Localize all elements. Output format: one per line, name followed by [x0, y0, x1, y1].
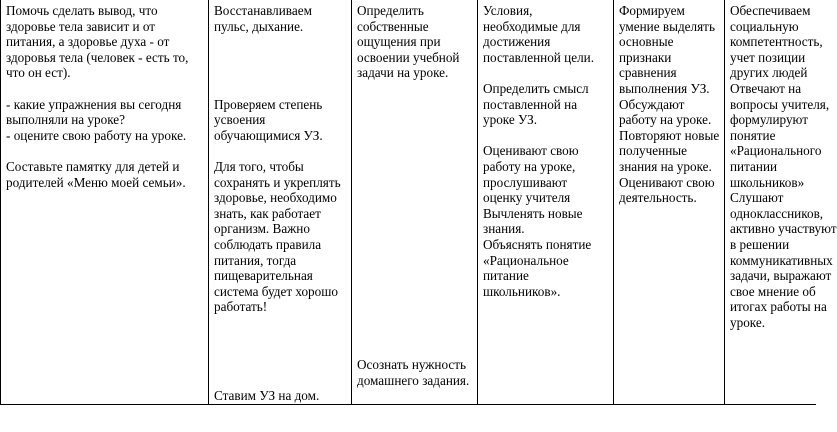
table-cell-text: - оцените свою работу на уроке.	[6, 127, 187, 143]
table-cell-text: поставленной на	[483, 96, 578, 112]
table-cell-text: деятельность.	[619, 190, 697, 206]
table-cell-text: активно участвуют	[730, 221, 837, 237]
table-cell-text: Ставим УЗ на дом.	[214, 388, 320, 403]
table-cell-text: работать!	[214, 299, 268, 315]
table-cell-text: оценку учителя	[483, 190, 571, 206]
table-cell-text: выполняли на уроке?	[6, 112, 125, 128]
table-cell-text: соблюдать правила	[214, 237, 322, 252]
table-cell-text: социальную	[730, 18, 799, 34]
table-cell-text: умение выделять	[619, 18, 715, 34]
table-cell-text: необходимые для	[483, 18, 581, 34]
table-cell-text: «Рациональное	[483, 252, 569, 268]
table-cell-text: поставленной цели.	[483, 49, 595, 65]
table-cell-text: Оценивают свою	[619, 174, 715, 190]
table-border-bottom	[0, 404, 816, 405]
table-cell-text: Помочь сделать вывод, что	[6, 3, 158, 18]
table-cell-text: здоровья тела (человек - есть то,	[6, 49, 189, 65]
table-cell-text: знать, как работает	[214, 205, 321, 221]
table-cell-text: вопросы учителя,	[730, 96, 830, 112]
table-cell-text: питания, а здоровье духа - от	[6, 34, 170, 50]
table-cell-text: система будет хорошо	[214, 283, 338, 299]
table-cell-text: Определить смысл	[483, 81, 589, 96]
table-cell-text: Восстанавливаем	[214, 3, 312, 18]
table-cell-text: усвоения	[214, 112, 266, 128]
table-cell-text: Проверяем степень	[214, 96, 323, 112]
table-cell-text: компетентность,	[730, 34, 823, 50]
table-cell-text: питания, тогда	[214, 252, 297, 268]
table-cell-text: Объяснять понятие	[483, 237, 592, 252]
column-divider	[208, 0, 209, 405]
table-cell-text: организм. Важно	[214, 221, 310, 237]
table-cell-text: Обсуждают	[619, 96, 685, 112]
table-cell-text: Для того, чтобы	[214, 159, 304, 174]
table-cell-text: школьников»	[730, 174, 805, 190]
table-cell-text: выполнения УЗ.	[619, 81, 710, 96]
table-cell-text: полученные	[619, 143, 687, 159]
table-cell-text: пульс, дыхание.	[214, 18, 304, 34]
table-cell-text: «Рационального	[730, 143, 822, 159]
table-cell-text: - какие упражнения вы сегодня	[6, 96, 182, 112]
table-cell-text: родителей «Меню моей семьи».	[6, 174, 186, 190]
table-cell-text: обучающимися УЗ.	[214, 127, 323, 143]
table-border-left	[0, 0, 1, 405]
table-cell-text: учет позиции	[730, 49, 806, 65]
table-cell-text: других людей	[730, 65, 808, 81]
table-cell-text: школьников».	[483, 283, 561, 299]
table-cell-text: в решении	[730, 237, 790, 252]
table-cell-text: домашнего задания.	[357, 372, 470, 388]
table-cell-text: работу на уроке.	[619, 112, 712, 128]
table-cell-text: Слушают	[730, 190, 784, 206]
table-cell-text: работу на уроке,	[483, 159, 576, 174]
table-cell-text: Осознать нужность	[357, 357, 467, 372]
table-cell-text: Обеспечиваем	[730, 3, 811, 18]
column-divider	[477, 0, 478, 405]
table-cell-text: понятие	[730, 127, 776, 143]
table-cell-text: пищеварительная	[214, 268, 313, 284]
table-cell-text: прослушивают	[483, 174, 568, 190]
table-cell-text: Условия,	[483, 3, 533, 18]
table-cell-text: сохранять и укреплять	[214, 174, 341, 190]
table-cell-text: что он ест).	[6, 65, 71, 81]
column-divider	[613, 0, 614, 405]
table-cell-text: уроке.	[730, 315, 766, 330]
column-divider	[724, 0, 725, 405]
table-cell-text: основные	[619, 34, 674, 50]
table-cell-text: собственные	[357, 18, 429, 34]
table-cell-text: признаки	[619, 49, 672, 65]
table-cell-text: сравнения	[619, 65, 677, 81]
table-cell-text: коммуникативных	[730, 252, 833, 268]
table-cell-text: здоровье, необходимо	[214, 190, 337, 206]
table-cell-text: ощущения при	[357, 34, 441, 50]
table-cell-text: формулируют	[730, 112, 808, 128]
table-cell-text: одноклассников,	[730, 205, 824, 221]
table-cell-text: уроке УЗ.	[483, 112, 538, 128]
table-cell-text: питание	[483, 268, 529, 284]
table-cell-text: Повторяют новые	[619, 127, 720, 143]
table-cell-text: задачи, выражают	[730, 268, 832, 284]
table-cell-text: Отвечают на	[730, 81, 802, 96]
table-cell-text: Оценивают свою	[483, 143, 579, 159]
table-cell-text: Формируем	[619, 3, 685, 18]
table-cell-text: освоении учебной	[357, 49, 460, 65]
table-cell-text: Составьте памятку для детей и	[6, 159, 180, 174]
table-cell-text: задачи на уроке.	[357, 65, 449, 81]
table-cell-text: Определить	[357, 3, 424, 18]
table-cell-text: достижения	[483, 34, 551, 50]
column-divider	[351, 0, 352, 405]
table-cell-text: знания на уроке.	[619, 159, 712, 174]
table-cell-text: итогах работы на	[730, 299, 827, 315]
table-cell-text: свое мнение об	[730, 283, 816, 299]
table-cell-text: знания.	[483, 221, 525, 237]
table-cell-text: здоровье тела зависит и от	[6, 18, 156, 34]
table-cell-text: Вычленять новые	[483, 205, 583, 221]
table-cell-text: питании	[730, 159, 778, 174]
